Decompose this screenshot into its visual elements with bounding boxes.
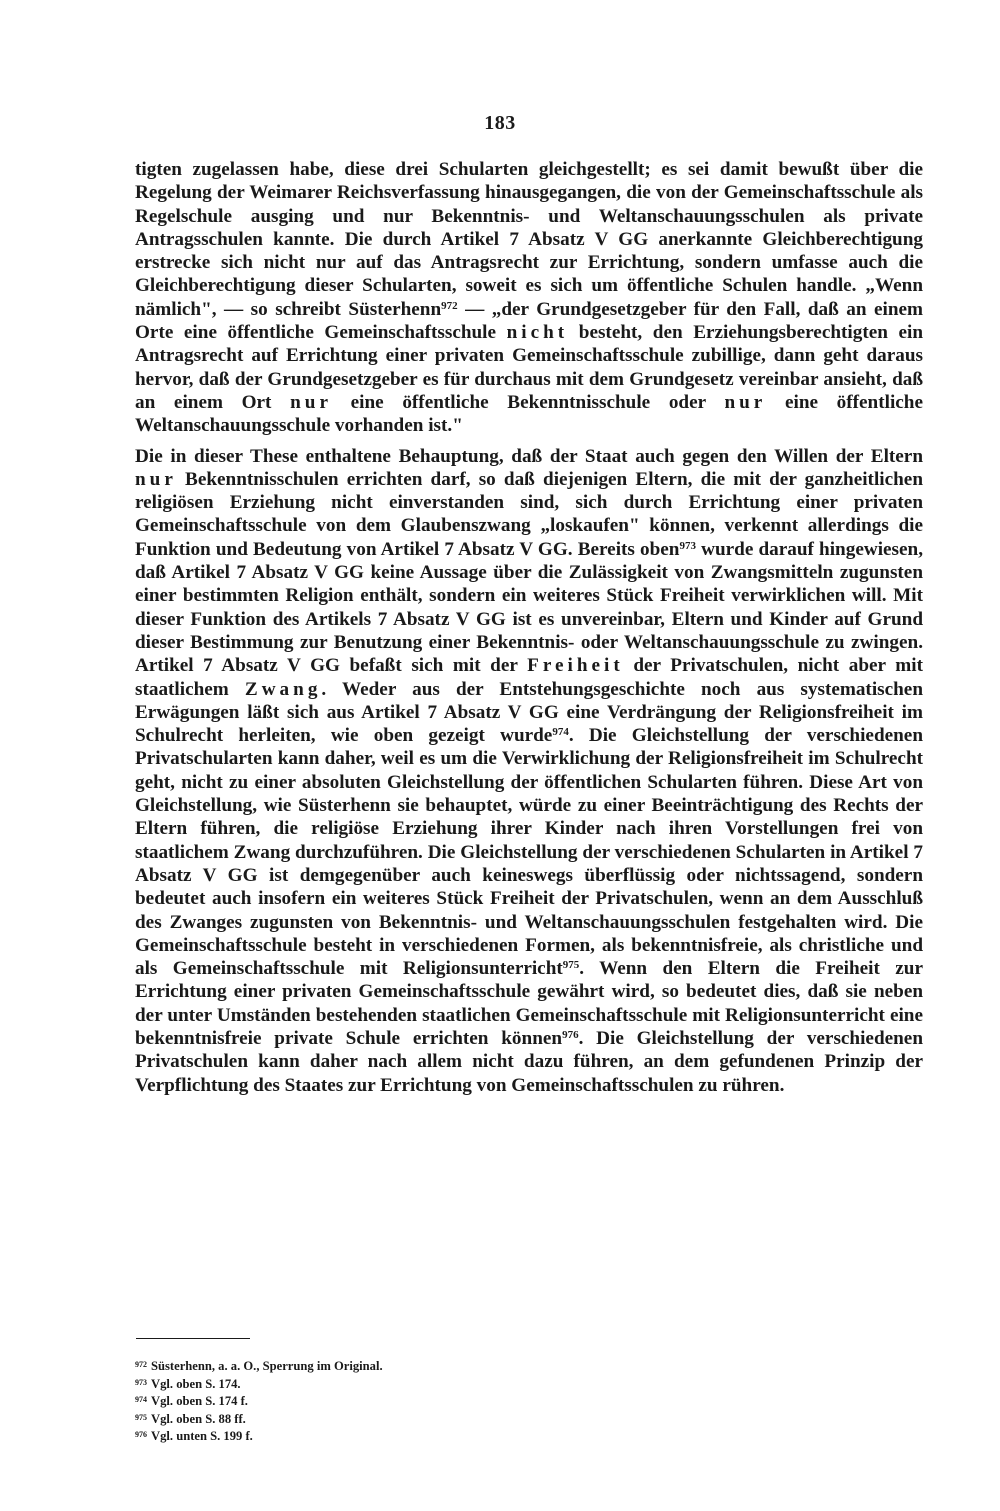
footnote [135, 1357, 835, 1375]
text-run: . Die Gleichstellung der verschiedenen Privatschulen kann daher nach allem nicht dazu führen, an dem gefundenen Prinzip der Verpflichtung des Staates zur Errichtung von Gemeinschaftsschulen zu rühren. [135, 1027, 923, 1096]
footnote-text: Vgl. unten S. 199 f. [151, 1429, 253, 1443]
text-run: Bekenntnisschulen errichten darf, so daß diejenigen Eltern, die mit der ganzheitlichen religiösen Erziehung nicht einverstanden sind, sich durch Errichtung einer privaten Gemeinschaftsschule von dem Glaubenszwang „loskaufen" können, verkennt allerdings die Funktion und Bedeutung von Artikel 7 Absatz V GG. Bereits oben [135, 468, 923, 560]
footnote-number: 972 [135, 1360, 147, 1369]
emphasis-spaced: Zwang [244, 678, 322, 700]
footnote-number: 974 [135, 1395, 147, 1404]
footnote [135, 1410, 835, 1428]
text-run: der Privatschulen, nicht aber mit staatlichem [135, 655, 923, 700]
footnote-text: Süsterhenn, a. a. O., Sperrung im Original. [151, 1359, 383, 1373]
text-run: . Die Gleichstellung der verschiedenen Privatschularten kann daher, weil es um die Verwirklichung der Religionsfreiheit im Schulrecht geht, nicht zu einer absoluten Gleichstellung der öffentlichen Schularten führen. Diese Art von Gleichstellung, wie Süsterhenn sie behauptet, würde zu einer Beeinträchtigung des Rechts der Eltern führen, die religiöse Erziehung ihrer Kinder nach ihren Vorstellungen frei von staatlichem Zwang durchzuführen. Die Gleichstellung der verschiedenen Schularten in Artikel 7 Absatz V GG ist demgegenüber auch keineswegs überflüssig oder nichtssagend, sondern bedeutet auch insofern ein weiteres Stück Freiheit der Privatschulen, wenn an dem Ausschluß des Zwanges zugunsten von Bekenntnis- und Weltanschauungsschulen festgehalten wird. Die Gemeinschaftsschule besteht in verschiedenen Formen, als bekenntnisfreie, als christliche und als Gemeinschaftsschule mit Religionsunterricht [135, 725, 923, 980]
footnote-reference: 976 [562, 1028, 579, 1041]
footnote-separator [136, 1338, 250, 1339]
main-text [135, 158, 923, 1097]
text-run: . Weder aus der Entstehungsgeschichte noch aus systematischen Erwägungen läßt sich aus Artikel 7 Absatz V GG eine Verdrängung der Religionsfreiheit im Schulrecht herleiten, wie oben gezeigt wurde [135, 678, 923, 747]
paragraph-1 [135, 158, 923, 438]
footnote-reference: 973 [679, 539, 696, 552]
footnote-reference: 972 [441, 299, 458, 312]
footnote-text: Vgl. oben S. 88 ff. [151, 1411, 246, 1426]
footnotes [135, 1357, 835, 1445]
text-run: tigten zugelassen habe, diese drei Schularten gleichgestellt; es sei damit bewußt über die Regelung der Weimarer Reichsverfassung hinausgegangen, die von der Gemeinschaftsschule als Regelschule ausging und nur Bekenntnis- und Weltanschauungsschulen als private Antragsschulen kannte. Die durch Artikel 7 Absatz V GG anerkannte Gleichberechtigung erstrecke sich nicht nur auf das Antragsrecht zur Errichtung, sondern umfasse auch die Gleichberechtigung dieser Schularten, soweit es sich um öffentliche Schulen handle. „Wenn nämlich", — so schreibt Süsterhenn [135, 159, 923, 320]
emphasis-spaced: Freiheit [527, 655, 624, 677]
footnote-reference: 974 [552, 726, 569, 739]
footnote-number: 973 [135, 1377, 147, 1387]
footnote [135, 1427, 835, 1445]
page-number: 183 [484, 112, 516, 134]
emphasis-spaced: nicht [506, 322, 569, 344]
text-run: Die in dieser These enthaltene Behauptung, daß der Staat auch gegen den Willen der Eltern [135, 445, 923, 467]
emphasis-spaced: nur [135, 468, 177, 490]
paragraph-2 [135, 445, 923, 1097]
text-run: . Wenn den Eltern die Freiheit zur Errichtung einer privaten Gemeinschaftsschule gewährt wird, so bedeutet dies, daß sie neben der unter Umständen bestehenden staatlichen Gemeinschaftsschule mit Religionsunterricht eine bekenntnisfreie private Schule errichten können [135, 958, 923, 1049]
emphasis-spaced: nur [724, 391, 767, 413]
footnote-text: Vgl. oben S. 174. [151, 1376, 241, 1391]
text-run: — „der Grundgesetzgeber für den Fall, daß an einem Orte eine öffentliche Gemeinschaftsschule [135, 298, 923, 344]
footnote [135, 1392, 835, 1410]
text-run: wurde darauf hingewiesen, daß Artikel 7 Absatz V GG keine Aussage über die Zulässigkeit von Zwangsmitteln zugunsten einer bestimmten Religion enthält, sondern ein weiteres Stück Freiheit verwirklichen will. Mit dieser Funktion des Artikels 7 Absatz V GG ist es unvereinbar, Eltern und Kinder auf Grund dieser Bestimmung zur Benutzung einer Bekenntnis- oder Weltanschauungsschule zu zwingen. Artikel 7 Absatz V GG befaßt sich mit der [135, 538, 923, 677]
footnote-number: 975 [135, 1412, 147, 1422]
footnote-text: Vgl. oben S. 174 f. [151, 1394, 248, 1408]
footnote [135, 1375, 835, 1393]
footnote-reference: 975 [562, 959, 580, 972]
footnote-number: 976 [135, 1430, 147, 1439]
text-run: besteht, den Erziehungsberechtigten ein Antragsrecht auf Errichtung einer privaten Gemeinschaftsschule zubillige, dann geht daraus hervor, daß der Grundgesetzgeber es für durchaus mit dem Grundgesetz vereinbar ansieht, daß an einem Ort [135, 322, 923, 413]
text-run: eine öffentliche Weltanschauungsschule vorhanden ist." [135, 391, 923, 437]
text-run: eine öffentliche Bekenntnisschule oder [331, 391, 725, 413]
emphasis-spaced: nur [290, 391, 332, 413]
